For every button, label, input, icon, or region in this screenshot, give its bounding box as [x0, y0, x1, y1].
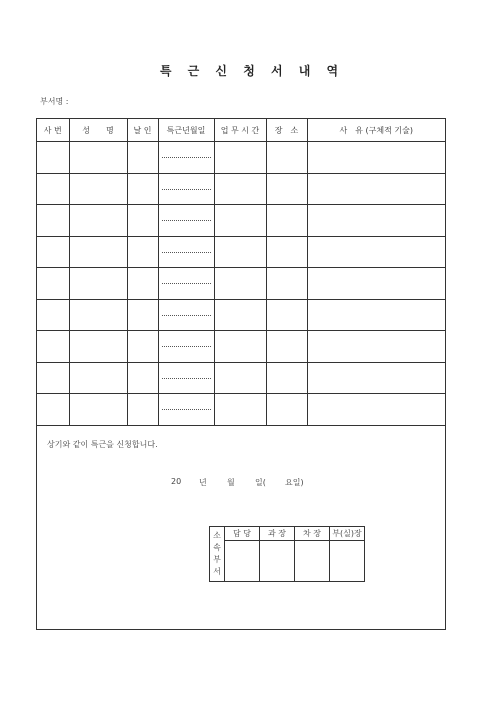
- table-cell[interactable]: [266, 205, 307, 237]
- table-cell[interactable]: [127, 205, 158, 237]
- table-cell[interactable]: [266, 299, 307, 331]
- table-cell[interactable]: [69, 394, 127, 426]
- col-place: 장 소: [266, 119, 307, 142]
- table-cell[interactable]: [127, 142, 158, 174]
- table-cell[interactable]: [69, 268, 127, 300]
- table-cell[interactable]: [69, 205, 127, 237]
- table-cell[interactable]: [37, 236, 69, 268]
- date-weekday: 요일): [285, 478, 304, 487]
- table-cell[interactable]: [69, 173, 127, 205]
- table-cell[interactable]: [158, 268, 214, 300]
- signature-cell[interactable]: [330, 541, 365, 582]
- col-employee-no: 사 번: [37, 119, 69, 142]
- table-cell[interactable]: [127, 299, 158, 331]
- table-cell[interactable]: [266, 362, 307, 394]
- date-day: 일(: [255, 478, 266, 487]
- signature-cell[interactable]: [295, 541, 330, 582]
- table-cell[interactable]: [214, 331, 266, 363]
- table-cell[interactable]: [214, 394, 266, 426]
- table-row: [37, 268, 445, 300]
- table-row: [37, 299, 445, 331]
- table-cell[interactable]: [214, 362, 266, 394]
- table-cell[interactable]: [158, 394, 214, 426]
- table-cell[interactable]: [158, 331, 214, 363]
- table-cell[interactable]: [37, 331, 69, 363]
- table-row: [37, 236, 445, 268]
- table-cell[interactable]: [214, 268, 266, 300]
- col-work-hours: 업 무 시 간: [214, 119, 266, 142]
- table-cell[interactable]: [307, 362, 445, 394]
- date-month: 월: [227, 478, 235, 487]
- overtime-table: [37, 119, 445, 426]
- table-cell[interactable]: [158, 205, 214, 237]
- approval-side-label: [210, 527, 225, 582]
- table-cell[interactable]: [37, 362, 69, 394]
- table-cell[interactable]: [158, 142, 214, 174]
- table-cell[interactable]: [37, 173, 69, 205]
- table-cell[interactable]: [307, 173, 445, 205]
- approval-box: [209, 526, 365, 582]
- table-cell[interactable]: [37, 394, 69, 426]
- table-cell[interactable]: [127, 173, 158, 205]
- table-cell[interactable]: [37, 142, 69, 174]
- table-cell[interactable]: [69, 331, 127, 363]
- table-row: [37, 362, 445, 394]
- table-cell[interactable]: [158, 299, 214, 331]
- approval-role: 차 장: [295, 527, 330, 541]
- col-overtime-date: 특근년월일: [158, 119, 214, 142]
- table-cell[interactable]: [266, 331, 307, 363]
- table-row: [37, 173, 445, 205]
- col-seal: 날 인: [127, 119, 158, 142]
- table-cell[interactable]: [69, 299, 127, 331]
- table-cell[interactable]: [307, 394, 445, 426]
- table-row: [37, 331, 445, 363]
- table-cell[interactable]: [37, 299, 69, 331]
- table-cell[interactable]: [307, 205, 445, 237]
- table-cell[interactable]: [214, 173, 266, 205]
- table-cell[interactable]: [214, 236, 266, 268]
- col-reason: 사 유 (구체적 기술): [307, 119, 445, 142]
- date-year: 년: [199, 478, 207, 487]
- col-name: 성 명: [69, 119, 127, 142]
- table-row: [37, 205, 445, 237]
- table-cell[interactable]: [307, 236, 445, 268]
- date-year-prefix: 20: [171, 477, 182, 486]
- table-cell[interactable]: [307, 268, 445, 300]
- table-cell[interactable]: [214, 205, 266, 237]
- table-cell[interactable]: [127, 268, 158, 300]
- table-cell[interactable]: [37, 268, 69, 300]
- table-cell[interactable]: [266, 236, 307, 268]
- table-cell[interactable]: [158, 173, 214, 205]
- table-cell[interactable]: [266, 394, 307, 426]
- table-cell[interactable]: [37, 205, 69, 237]
- application-statement: 상기와 같이 특근을 신청합니다.: [47, 440, 158, 449]
- table-header-row: [37, 119, 445, 142]
- table-cell[interactable]: [307, 299, 445, 331]
- table-row: [37, 394, 445, 426]
- table-cell[interactable]: [214, 142, 266, 174]
- table-cell[interactable]: [266, 173, 307, 205]
- approval-side-label-text: 소 속 부 서: [213, 531, 221, 576]
- table-cell[interactable]: [266, 268, 307, 300]
- table-cell[interactable]: [266, 142, 307, 174]
- table-cell[interactable]: [127, 362, 158, 394]
- table-cell[interactable]: [127, 331, 158, 363]
- table-cell[interactable]: [158, 362, 214, 394]
- table-cell[interactable]: [158, 236, 214, 268]
- table-cell[interactable]: [307, 142, 445, 174]
- table-cell[interactable]: [127, 236, 158, 268]
- form-title: 특 근 신 청 서 내 역: [159, 64, 345, 78]
- approval-role: 부(실)장: [330, 527, 365, 541]
- table-row: [37, 142, 445, 174]
- table-cell[interactable]: [307, 331, 445, 363]
- table-cell[interactable]: [69, 362, 127, 394]
- table-cell[interactable]: [127, 394, 158, 426]
- signature-cell[interactable]: [260, 541, 295, 582]
- department-label: 부서명 :: [40, 97, 69, 106]
- table-cell[interactable]: [214, 299, 266, 331]
- approval-role: 담 당: [225, 527, 260, 541]
- table-cell[interactable]: [69, 236, 127, 268]
- signature-cell[interactable]: [225, 541, 260, 582]
- table-cell[interactable]: [69, 142, 127, 174]
- approval-role: 과 장: [260, 527, 295, 541]
- form-frame: [36, 118, 446, 630]
